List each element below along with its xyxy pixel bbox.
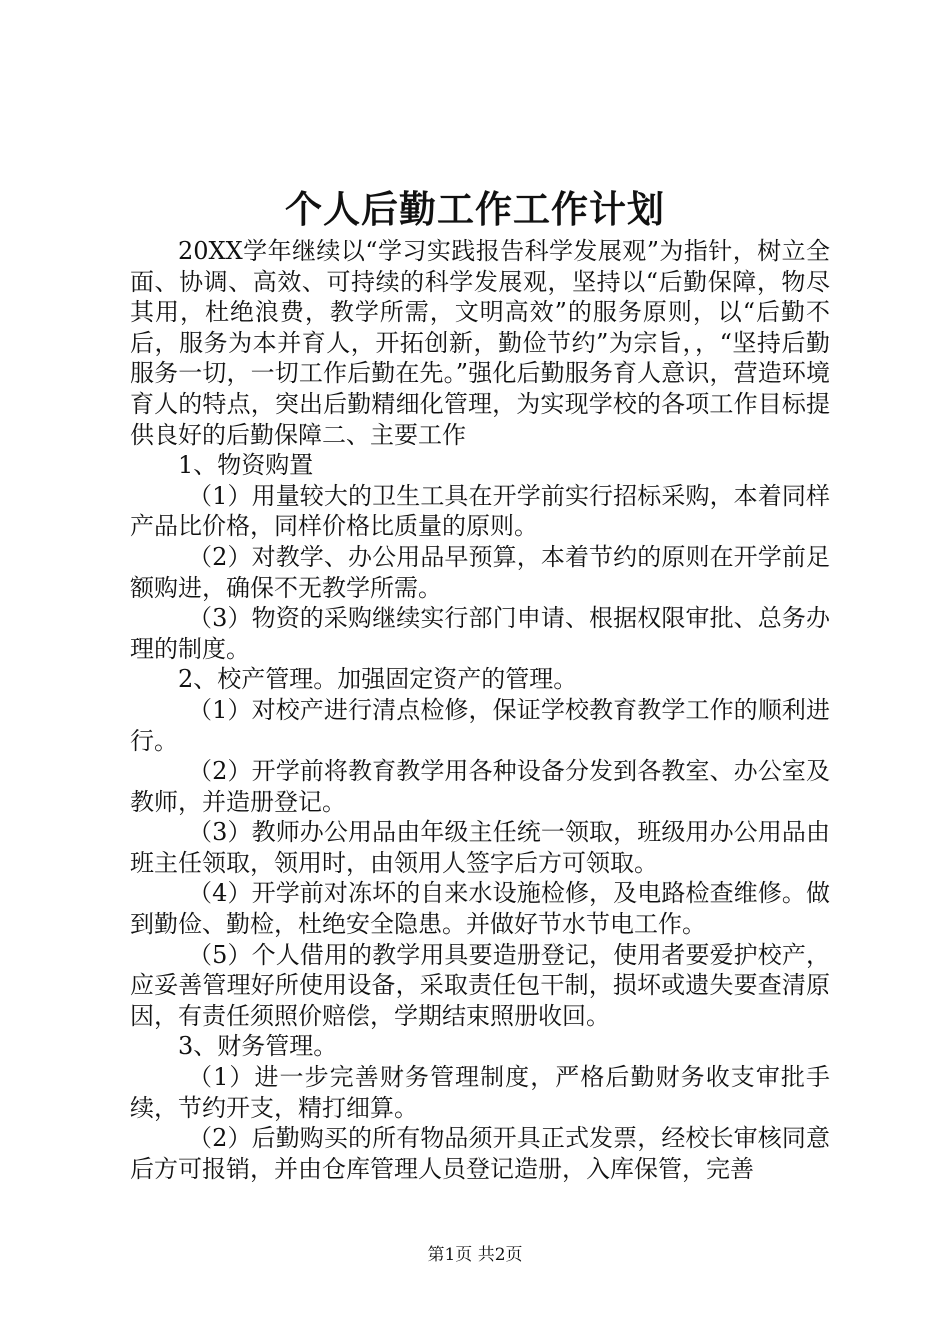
heading-finance: 3、财务管理。 bbox=[178, 1032, 338, 1061]
paragraph-item: （1）进一步完善财务管理制度，严格后勤财务收支审批手续，节约开支，精打细算。 bbox=[130, 1063, 830, 1122]
paragraph-item: （2）开学前将教育教学用各种设备分发到各教室、办公室及教师，并造册登记。 bbox=[130, 757, 830, 816]
heading-materials: 1、物资购置 bbox=[178, 451, 314, 480]
paragraph-item: （1）对校产进行清点检修，保证学校教育教学工作的顺利进行。 bbox=[130, 695, 830, 755]
paragraph-item: （4）开学前对冻坏的自来水设施检修，及电路检查维修。做到勤俭、勤检，杜绝安全隐患。并做好节水节电工作。 bbox=[130, 879, 830, 939]
paragraph-item: （5）个人借用的教学用具要造册登记，使用者要爱护校产，应妥善管理好所使用设备，采取责任包干制，损坏或遗失要查清原因，有责任须照价赔偿，学期结束照册收回。 bbox=[130, 940, 830, 1030]
paragraph-item: （2）对教学、办公用品早预算，本着节约的原则在开学前足额购进，确保不无教学所需。 bbox=[130, 542, 830, 602]
heading-assets: 2、校产管理。加强固定资产的管理。 bbox=[178, 665, 578, 694]
paragraph-item: （3）物资的采购继续实行部门申请、根据权限审批、总务办理的制度。 bbox=[130, 604, 830, 663]
paragraph-item: （2）后勤购买的所有物品须开具正式发票，经校长审核同意后方可报销，并由仓库管理人员登记造册，入库保管，完善 bbox=[130, 1124, 830, 1183]
page-footer: 第1页 共2页 bbox=[427, 1245, 523, 1265]
document-body bbox=[130, 236, 830, 1184]
paragraph-intro: 20XX学年继续以“学习实践报告科学发展观”为指针，树立全面、协调、高效、可持续的科学发展观，坚持以“后勤保障，物尽其用，杜绝浪费，教学所需，文明高效”的服务原则，以“后勤不后，服务为本并育人，开拓创新，勤俭节约”为宗旨，，“坚持后勤服务一切，一切工作后勤在先。”强化后勤服务育人意识，营造环境育人的特点，突出后勤精细化管理，为实现学校的各项工作目标提供良好的后勤保障二、主要工作 bbox=[130, 237, 830, 449]
document-title: 个人后勤工作工作计划 bbox=[285, 187, 665, 231]
paragraph-item: （1）用量较大的卫生工具在开学前实行招标采购，本着同样产品比价格，同样价格比质量的原则。 bbox=[130, 481, 830, 541]
paragraph-item: （3）教师办公用品由年级主任统一领取，班级用办公用品由班主任领取，领用时，由领用人签字后方可领取。 bbox=[130, 818, 830, 877]
